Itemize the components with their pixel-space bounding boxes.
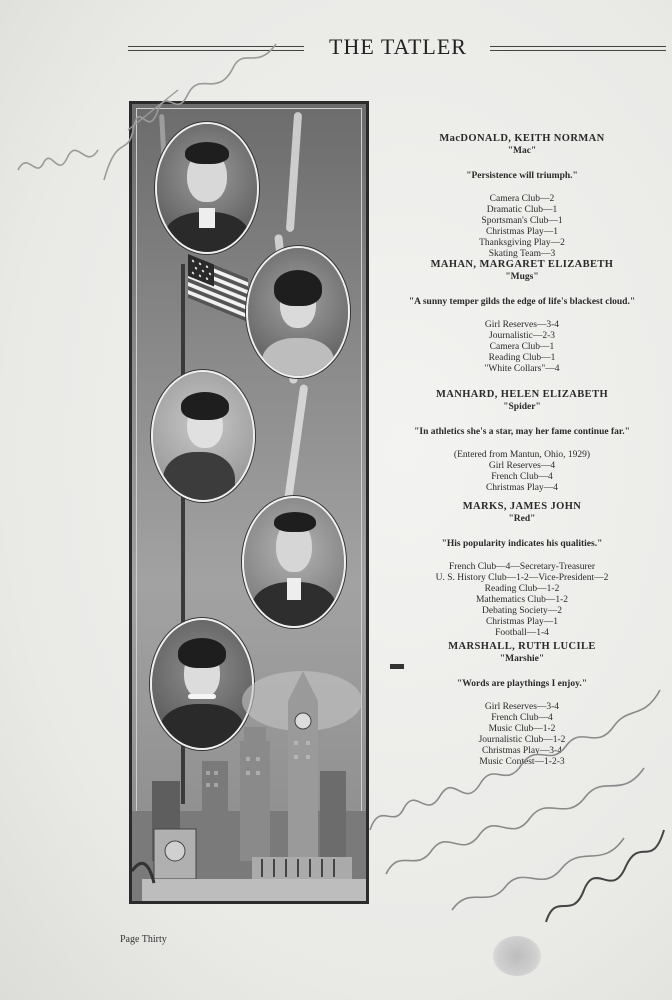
activity: (Entered from Mantun, Ohio, 1929) (453, 450, 591, 460)
ink-smudge (493, 936, 541, 976)
entry-nickname: "Mac" (507, 146, 537, 156)
entry-name: MARSHALL, RUTH LUCILE (448, 641, 596, 652)
entry-motto: "In athletics she's a star, may her fame continue far." (414, 427, 630, 437)
entry-motto: "A sunny temper gilds the edge of life's blackest cloud." (408, 297, 636, 307)
entry-mahan (376, 258, 668, 375)
entry-activities (376, 562, 668, 639)
activity: Music Club—1-2 (488, 724, 556, 734)
activity: Christmas Play—3-4 (482, 746, 562, 756)
portrait-marks (242, 496, 346, 628)
entry-activities (376, 194, 668, 260)
entry-name: MAHAN, MARGARET ELIZABETH (430, 259, 614, 270)
activity: Reading Club—1-2 (484, 584, 560, 594)
entry-name: MARKS, JAMES JOHN (462, 501, 582, 512)
portrait-mahan (246, 246, 350, 378)
activity: Girl Reserves—4 (488, 461, 556, 471)
activity: Skating Team—3 (488, 249, 556, 259)
activity: Sportsman's Club—1 (481, 216, 563, 226)
activity: Dramatic Club—1 (486, 205, 558, 215)
page-title: THE TATLER (329, 34, 467, 59)
activity: Journalistic Club—1-2 (478, 735, 566, 745)
activity: Camera Club—2 (489, 194, 555, 204)
header-rule-right (490, 46, 666, 51)
entry-manhard (376, 388, 668, 494)
entry-name: MacDONALD, KEITH NORMAN (439, 133, 605, 144)
activity: Girl Reserves—3-4 (484, 702, 560, 712)
entry-nickname: "Mugs" (505, 272, 539, 282)
portrait-manhard (151, 370, 255, 502)
entry-activities (376, 450, 668, 494)
activity: French Club—4 (491, 472, 553, 482)
activity: Mathematics Club—1-2 (475, 595, 569, 605)
activity: Journalistic—2-3 (489, 331, 555, 341)
activity: Girl Reserves—3-4 (484, 320, 560, 330)
entry-nickname: "Marshie" (499, 654, 545, 664)
activity: Christmas Play—1 (485, 227, 559, 237)
activity: Music Contest—1-2-3 (479, 757, 565, 767)
entry-activities (376, 320, 668, 375)
activity: U. S. History Club—1-2—Vice-President—2 (435, 573, 609, 583)
entry-motto: "Persistence will triumph." (466, 171, 578, 181)
entry-macdonald (376, 132, 668, 260)
activity: "White Collars"—4 (484, 364, 560, 374)
entry-marks (376, 500, 668, 639)
page-number: Page Thirty (120, 934, 167, 945)
activity: Thanksgiving Play—2 (479, 238, 565, 248)
activity: Debating Society—2 (482, 606, 562, 616)
entry-name: MANHARD, HELEN ELIZABETH (435, 389, 609, 400)
activity: French Club—4 (491, 713, 553, 723)
handwritten-signature-keith (8, 30, 308, 230)
activity: French Club—4—Secretary-Treasurer (448, 562, 596, 572)
activity: Christmas Play—4 (485, 483, 559, 493)
activity: Christmas Play—1 (485, 617, 559, 627)
entry-motto: "Words are playthings I enjoy." (457, 679, 587, 689)
entry-motto: "His popularity indicates his qualities." (441, 539, 603, 549)
entry-nickname: "Spider" (503, 402, 541, 412)
activity: Camera Club—1 (489, 342, 555, 352)
handwritten-note-ruth (360, 660, 670, 940)
city-skyline-illustration (132, 661, 366, 901)
activity: Reading Club—1 (488, 353, 556, 363)
activity: Football—1-4 (495, 628, 549, 638)
entry-nickname: "Red" (508, 514, 536, 524)
